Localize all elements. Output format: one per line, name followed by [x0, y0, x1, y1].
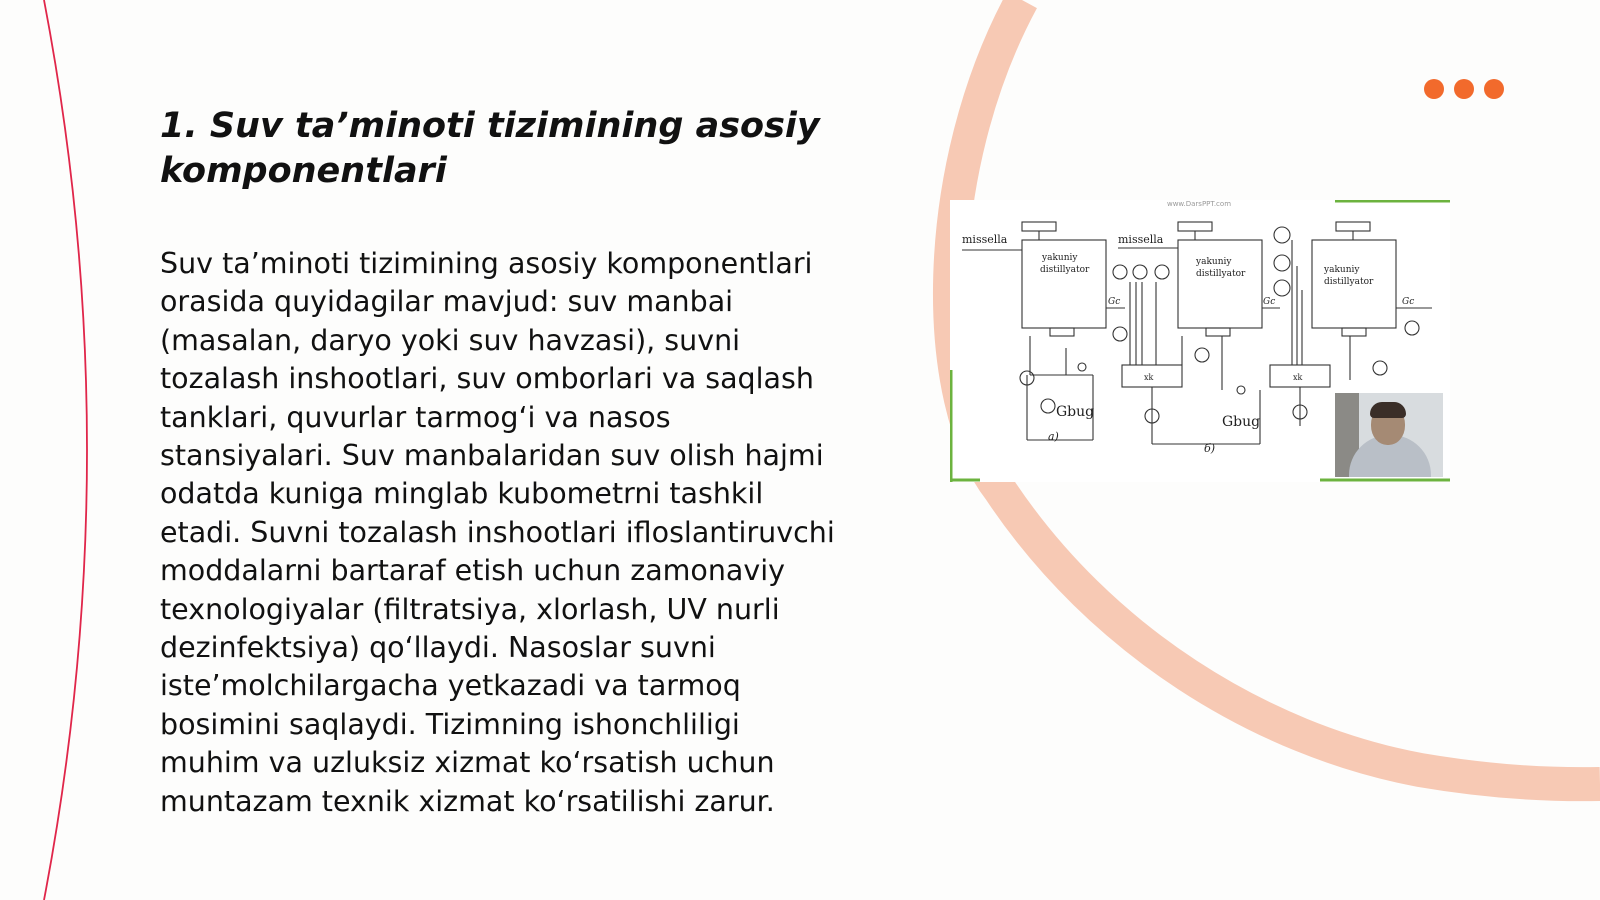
tank3-label: yakuniy	[1324, 265, 1360, 275]
tank1-label: yakuniy	[1042, 253, 1078, 263]
orange-dot	[1484, 79, 1504, 99]
tank1-label-2: distillyator	[1040, 265, 1090, 275]
xk-label-1: xk	[1144, 373, 1154, 382]
caption-b: б)	[1204, 442, 1216, 455]
input-label-mid: missella	[1118, 233, 1164, 246]
gc-label-1: Gc	[1108, 297, 1121, 307]
gbug-label-1: Gbug	[1056, 404, 1095, 420]
slide-body-text: Suv ta’minoti tizimining asosiy komponentlari orasida quyidagilar mavjud: suv manbai (masalan, daryo yoki suv havzasi), suvni tozalash inshootlari, suv omborlari va saqlash tanklari, quvurlar tarmog‘i va nasos stansiyalari. Suv manbalaridan suv olish hajmi odatda kuniga minglab kubometrni tashkil etadi. Suvni tozalash inshootlari ifloslantiruvchi moddalarni bartaraf etish uchun zamonaviy texnologiyalar (filtratsiya, xlorlash, UV nurli dezinfektsiya) qo‘llaydi. Nasoslar suvni iste’molchilargacha yetkazadi va tarmoq bosimini saqlaydi. Tizimning ishonchliligi muhim va uzluksiz xizmat ko‘rsatish uchun muntazam texnik xizmat ko‘rsatilishi zarur.	[160, 247, 835, 818]
tank2-label-2: distillyator	[1196, 269, 1246, 279]
gc-label-3: Gc	[1402, 297, 1415, 307]
distillator-diagram-image	[950, 200, 1450, 482]
left-red-curve	[44, 0, 87, 900]
orange-dot	[1424, 79, 1444, 99]
caption-a: a)	[1048, 430, 1059, 443]
gc-label-2: Gc	[1263, 297, 1276, 307]
xk-label-2: xk	[1293, 373, 1303, 382]
input-label-left: missella	[962, 233, 1008, 246]
watermark-text: www.DarsPPT.com	[1166, 200, 1232, 208]
dots-decoration	[1424, 79, 1504, 99]
tank2-label: yakuniy	[1196, 257, 1232, 267]
orange-dot	[1454, 79, 1474, 99]
webcam-thumbnail	[1335, 393, 1443, 477]
tank3-label-2: distillyator	[1324, 277, 1374, 287]
slide-title: 1. Suv ta’minoti tizimining asosiy komponentlari	[160, 106, 820, 191]
gbug-label-2: Gbug	[1222, 414, 1261, 430]
